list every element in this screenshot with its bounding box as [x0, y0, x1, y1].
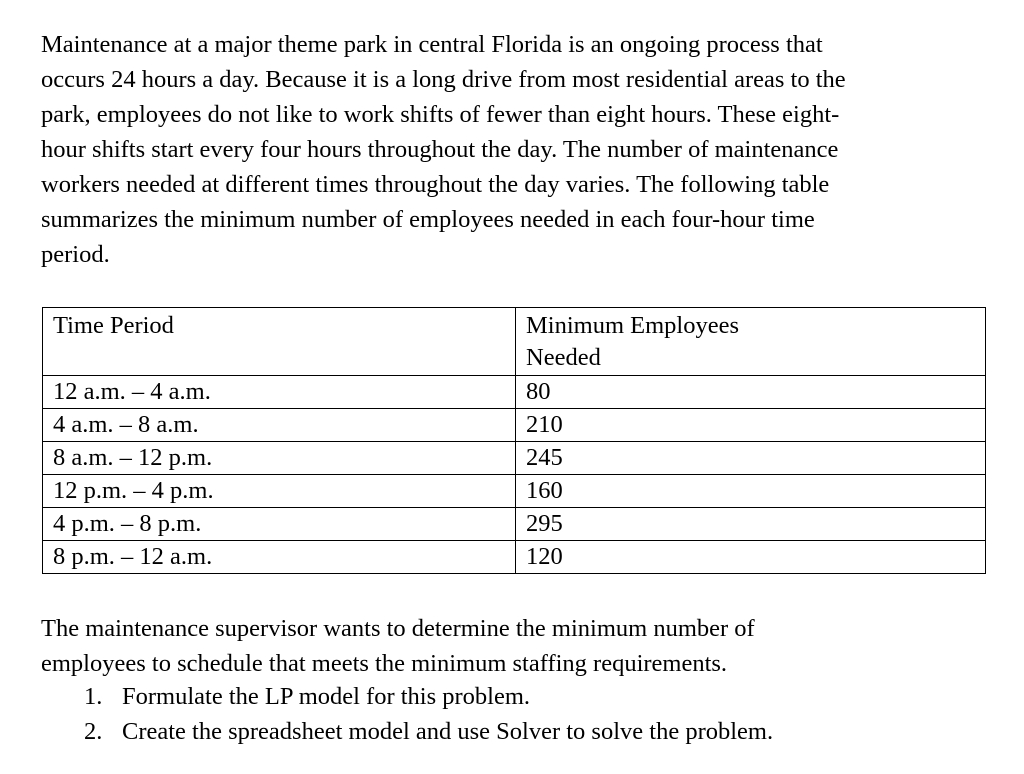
- employees-cell: 245: [516, 442, 986, 475]
- outro-line: The maintenance supervisor wants to determine the minimum number of: [41, 615, 755, 642]
- table-row: [43, 541, 986, 574]
- time-period-cell: 4 p.m. – 8 p.m.: [43, 508, 516, 541]
- table-row: [43, 376, 986, 409]
- time-period-cell: 8 p.m. – 12 a.m.: [43, 541, 516, 574]
- intro-line: workers needed at different times throughout the day varies. The following table: [41, 171, 830, 198]
- task-list: [84, 679, 773, 749]
- staffing-table: [42, 307, 986, 574]
- intro-line: occurs 24 hours a day. Because it is a long drive from most residential areas to the: [41, 66, 846, 93]
- header-minimum-employees-line2: Needed: [526, 344, 601, 371]
- table-row: [43, 442, 986, 475]
- intro-line: park, employees do not like to work shifts of fewer than eight hours. These eight-: [41, 101, 840, 128]
- table-row: [43, 475, 986, 508]
- table-row: [43, 508, 986, 541]
- time-period-cell: 12 a.m. – 4 a.m.: [43, 376, 516, 409]
- intro-line: period.: [41, 241, 110, 268]
- outro-line: employees to schedule that meets the minimum staffing requirements.: [41, 650, 728, 677]
- intro-line: summarizes the minimum number of employees needed in each four-hour time: [41, 206, 815, 233]
- task-item: [84, 679, 773, 714]
- task-text: Create the spreadsheet model and use Solver to solve the problem.: [122, 718, 774, 745]
- header-minimum-employees-line1: Minimum Employees: [526, 312, 739, 339]
- header-minimum-employees: [516, 308, 986, 376]
- intro-line: Maintenance at a major theme park in central Florida is an ongoing process that: [41, 31, 823, 58]
- employees-cell: 210: [516, 409, 986, 442]
- table-row: [43, 409, 986, 442]
- time-period-cell: 12 p.m. – 4 p.m.: [43, 475, 516, 508]
- intro-line: hour shifts start every four hours throughout the day. The number of maintenance: [41, 136, 839, 163]
- problem-intro: [41, 27, 991, 272]
- task-number: 2.: [84, 718, 103, 745]
- header-time-period: Time Period: [43, 308, 516, 376]
- table-header-row: [43, 308, 986, 376]
- employees-cell: 295: [516, 508, 986, 541]
- time-period-cell: 8 a.m. – 12 p.m.: [43, 442, 516, 475]
- employees-cell: 80: [516, 376, 986, 409]
- task-text: Formulate the LP model for this problem.: [122, 683, 531, 710]
- task-number: 1.: [84, 683, 103, 710]
- employees-cell: 160: [516, 475, 986, 508]
- task-item: [84, 714, 773, 749]
- time-period-cell: 4 a.m. – 8 a.m.: [43, 409, 516, 442]
- employees-cell: 120: [516, 541, 986, 574]
- problem-outro: [41, 611, 991, 681]
